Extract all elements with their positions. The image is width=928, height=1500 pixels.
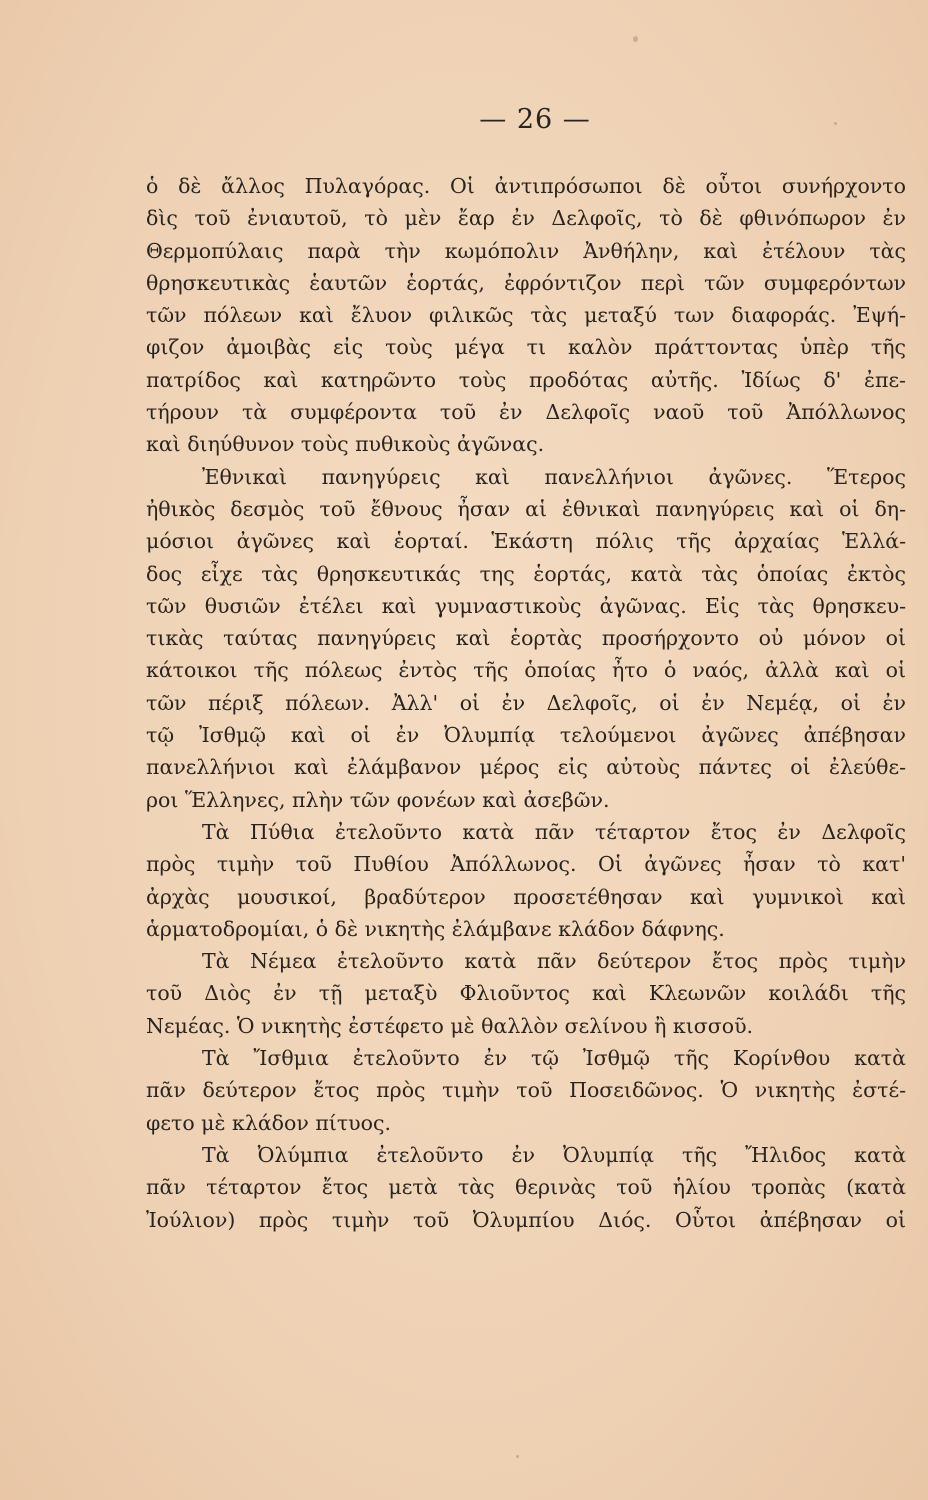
text-line: μόσιοι ἀγῶνες καὶ ἑορταί. Ἑκάστη πόλις τῆς ἀρχαίας Ἑλλά- (146, 529, 906, 554)
text-line: τῶν πέριξ πόλεων. Ἀλλ' οἱ ἐν Δελφοῖς, οἱ ἐν Νεμέᾳ, οἱ ἐν (146, 690, 906, 715)
text-line: ἀρχὰς μουσικοί, βραδύτερον προσετέθησαν καὶ γυμνικοὶ καὶ (146, 884, 906, 909)
body-text (146, 170, 906, 1236)
text-line: ροι Ἕλληνες, πλὴν τῶν φονέων καὶ ἀσεβῶν. (146, 787, 610, 812)
text-line: πατρίδος καὶ κατηρῶντο τοὺς προδότας αὐτῆς. Ἰδίως δ' ἐπε- (146, 367, 906, 392)
text-line: πᾶν δεύτερον ἔτος πρὸς τιμὴν τοῦ Ποσειδῶνος. Ὁ νικητὴς ἐστέ- (146, 1078, 906, 1103)
text-line: Τὰ Ἴσθμια ἐτελοῦντο ἐν τῷ Ἰσθμῷ τῆς Κορίνθου κατὰ (202, 1046, 906, 1071)
text-line: πανελλήνιοι καὶ ἐλάμβανον μέρος εἰς αὐτοὺς πάντες οἱ ἐλεύθε- (146, 755, 906, 780)
text-line: τῶν πόλεων καὶ ἔλυον φιλικῶς τὰς μεταξύ των διαφοράς. Ἐψή- (146, 303, 906, 328)
text-line: Ἐθνικαὶ πανηγύρεις καὶ πανελλήνιοι ἀγῶνες. Ἕτερος (202, 464, 906, 489)
text-line: Νεμέας. Ὁ νικητὴς ἐστέφετο μὲ θαλλὸν σελίνου ἢ κισσοῦ. (146, 1013, 754, 1038)
text-line: κάτοικοι τῆς πόλεως ἐντὸς τῆς ὁποίας ἦτο ὁ ναός, ἀλλὰ καὶ οἱ (146, 658, 906, 683)
text-line: ὁ δὲ ἄλλος Πυλαγόρας. Οἱ ἀντιπρόσωποι δὲ οὗτοι συνήρχοντο (146, 174, 906, 198)
text-line: Ἰούλιον) πρὸς τιμὴν τοῦ Ὀλυμπίου Διός. Οὗτοι ἀπέβησαν οἱ (146, 1207, 906, 1232)
text-line: τήρουν τὰ συμφέροντα τοῦ ἐν Δελφοῖς ναοῦ τοῦ Ἀπόλλωνος (146, 400, 906, 425)
page-number: — 26 — (479, 104, 591, 135)
text-line: δὶς τοῦ ἐνιαυτοῦ, τὸ μὲν ἔαρ ἐν Δελφοῖς, τὸ δὲ φθινόπωρον ἐν (146, 206, 906, 231)
text-line: Τὰ Νέμεα ἐτελοῦντο κατὰ πᾶν δεύτερον ἔτος πρὸς τιμὴν (202, 949, 906, 974)
text-line: δος εἶχε τὰς θρησκευτικάς της ἑορτάς, κατὰ τὰς ὁποίας ἐκτὸς (146, 561, 906, 586)
text-line: ἠθικὸς δεσμὸς τοῦ ἔθνους ἦσαν αἱ ἐθνικαὶ πανηγύρεις καὶ οἱ δη- (146, 496, 906, 521)
text-line: πρὸς τιμὴν τοῦ Πυθίου Ἀπόλλωνος. Οἱ ἀγῶνες ἦσαν τὸ κατ' (146, 852, 906, 877)
text-line: τικὰς ταύτας πανηγύρεις καὶ ἑορτὰς προσήρχοντο οὐ μόνον οἱ (146, 626, 906, 651)
text-line: τῶν θυσιῶν ἐτέλει καὶ γυμναστικοὺς ἀγῶνας. Εἰς τὰς θρησκευ- (146, 593, 906, 618)
text-line: φιζον ἀμοιβὰς εἰς τοὺς μέγα τι καλὸν πράττοντας ὑπὲρ τῆς (146, 335, 906, 360)
text-line: καὶ διηύθυνον τοὺς πυθικοὺς ἀγῶνας. (146, 432, 545, 457)
text-line: τοῦ Διὸς ἐν τῇ μεταξὺ Φλιοῦντος καὶ Κλεωνῶν κοιλάδι τῆς (146, 981, 906, 1006)
text-line: Τὰ Ὀλύμπια ἐτελοῦντο ἐν Ὀλυμπίᾳ τῆς Ἤλιδος κατὰ (202, 1142, 906, 1167)
paper-speck (633, 36, 638, 42)
text-line: πᾶν τέταρτον ἔτος μετὰ τὰς θερινὰς τοῦ ἡλίου τροπὰς (κατὰ (146, 1175, 906, 1200)
paper-speck (516, 1455, 519, 1458)
text-line: τῷ Ἰσθμῷ καὶ οἱ ἐν Ὀλυμπίᾳ τελούμενοι ἀγῶνες ἀπέβησαν (146, 723, 906, 748)
text-line: Τὰ Πύθια ἐτελοῦντο κατὰ πᾶν τέταρτον ἔτος ἐν Δελφοῖς (202, 819, 906, 844)
text-line: ἁρματοδρομίαι, ὁ δὲ νικητὴς ἐλάμβανε κλάδον δάφνης. (146, 916, 725, 941)
text-line: Θερμοπύλαις παρὰ τὴν κωμόπολιν Ἀνθήλην, καὶ ἐτέλουν τὰς (146, 238, 906, 263)
text-line: φετο μὲ κλάδον πίτυος. (146, 1110, 391, 1135)
text-line: θρησκευτικὰς ἑαυτῶν ἑορτάς, ἐφρόντιζον περὶ τῶν συμφερόντων (146, 270, 906, 295)
